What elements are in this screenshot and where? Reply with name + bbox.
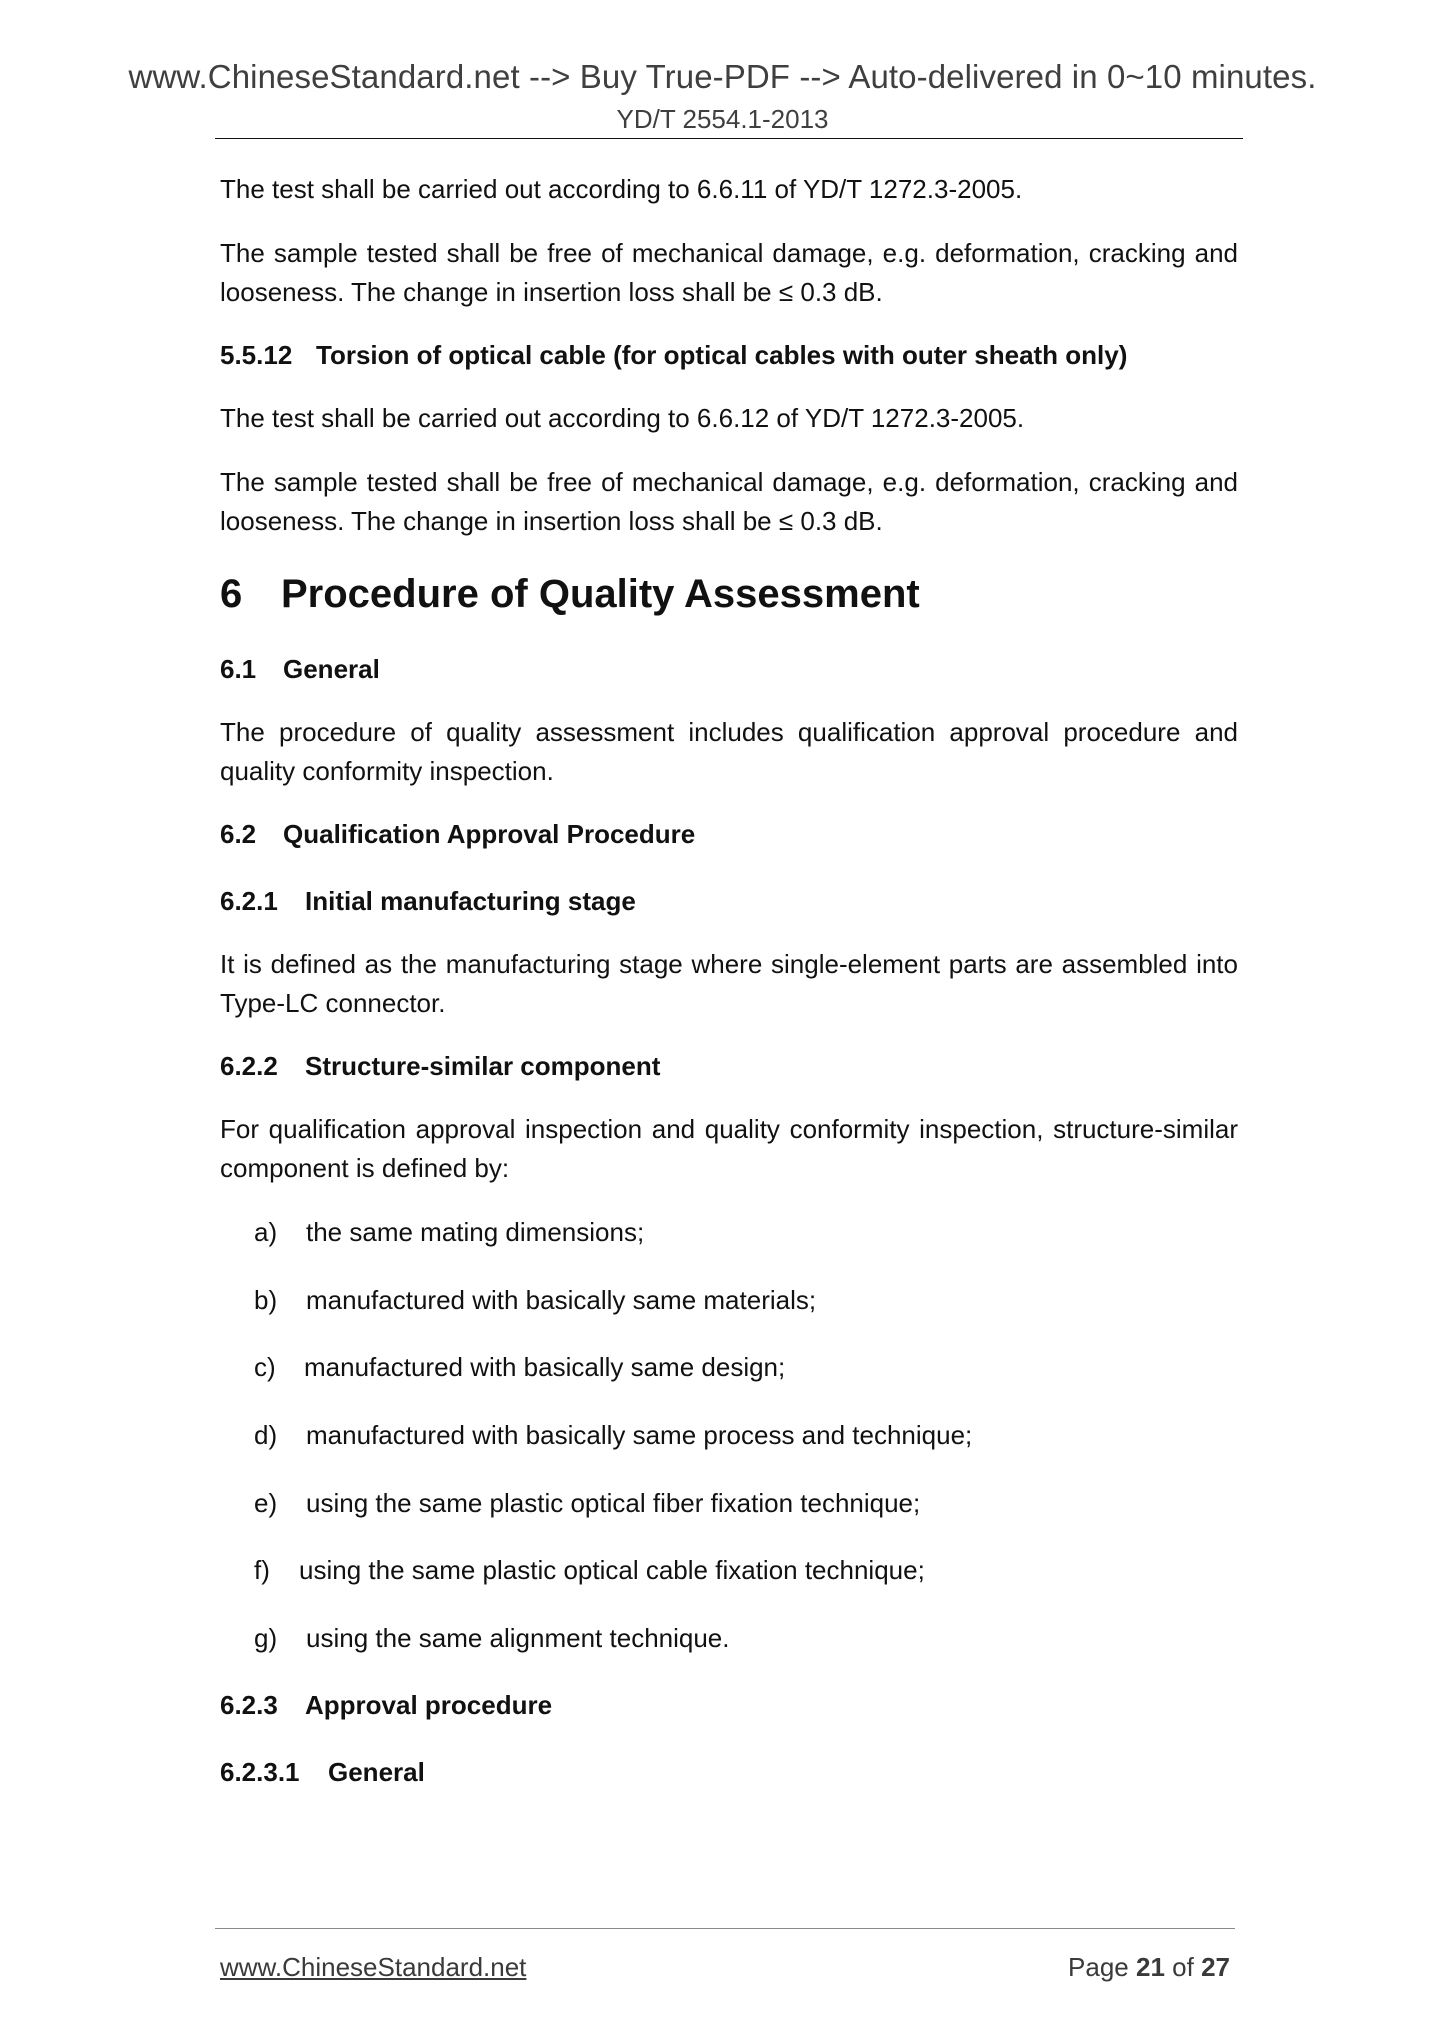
heading-6-2-3-1 xyxy=(220,1753,1238,1792)
list-text: using the same alignment technique. xyxy=(306,1623,730,1653)
heading-title: Initial manufacturing stage xyxy=(305,886,636,916)
list-marker: d) xyxy=(254,1420,278,1450)
heading-number: 6.2.3.1 xyxy=(220,1757,300,1787)
heading-number: 6.2.2 xyxy=(220,1051,278,1081)
heading-number: 6 xyxy=(220,572,243,616)
definition-list xyxy=(220,1213,1238,1658)
list-text: using the same plastic optical fiber fixation technique; xyxy=(306,1488,921,1518)
list-item xyxy=(220,1484,1238,1523)
list-marker: f) xyxy=(254,1555,270,1585)
heading-number: 6.2.3 xyxy=(220,1690,278,1720)
footer-website-link[interactable]: www.ChineseStandard.net xyxy=(220,1952,527,1982)
paragraph-damage-requirement-2: The sample tested shall be free of mechanical damage, e.g. deformation, cracking and looseness. The change in insertion loss shall be ≤ 0.3 dB. xyxy=(220,467,1238,536)
list-text: manufactured with basically same materials; xyxy=(306,1285,817,1315)
heading-6-2 xyxy=(220,815,1238,854)
heading-6-2-2 xyxy=(220,1047,1238,1086)
heading-title: General xyxy=(328,1757,425,1787)
heading-title: Qualification Approval Procedure xyxy=(283,819,696,849)
list-item xyxy=(220,1213,1238,1252)
header-divider xyxy=(215,138,1243,139)
list-text: using the same plastic optical cable fixation technique; xyxy=(299,1555,925,1585)
list-item xyxy=(220,1348,1238,1387)
paragraph-test-reference-2: The test shall be carried out according to 6.6.12 of YD/T 1272.3-2005. xyxy=(220,403,1025,433)
heading-title: Approval procedure xyxy=(305,1690,553,1720)
heading-title: Torsion of optical cable (for optical cables with outer sheath only) xyxy=(316,340,1128,370)
list-marker: g) xyxy=(254,1623,278,1653)
list-text: manufactured with basically same process and technique; xyxy=(306,1420,973,1450)
page-indicator xyxy=(1068,1952,1230,1983)
heading-6 xyxy=(220,569,1238,619)
paragraph-procedure-overview: The procedure of quality assessment includes qualification approval procedure and quality conformity inspection. xyxy=(220,717,1238,786)
list-item xyxy=(220,1551,1238,1590)
heading-number: 6.2 xyxy=(220,819,257,849)
heading-number: 6.1 xyxy=(220,654,257,684)
heading-6-2-1 xyxy=(220,882,1238,921)
heading-title: Structure-similar component xyxy=(305,1051,661,1081)
list-marker: a) xyxy=(254,1217,278,1247)
page-of: of xyxy=(1172,1952,1194,1982)
heading-number: 6.2.1 xyxy=(220,886,278,916)
list-text: manufactured with basically same design; xyxy=(304,1352,786,1382)
list-marker: e) xyxy=(254,1488,278,1518)
heading-6-1 xyxy=(220,650,1238,689)
standard-code: YD/T 2554.1-2013 xyxy=(616,104,829,134)
heading-title: General xyxy=(283,654,380,684)
heading-5-5-12 xyxy=(220,336,1238,375)
page-label: Page xyxy=(1068,1952,1129,1982)
heading-6-2-3 xyxy=(220,1686,1238,1725)
list-marker: b) xyxy=(254,1285,278,1315)
heading-number: 5.5.12 xyxy=(220,340,293,370)
document-body xyxy=(220,170,1238,1792)
list-text: the same mating dimensions; xyxy=(306,1217,645,1247)
heading-title: Procedure of Quality Assessment xyxy=(281,572,920,616)
paragraph-structure-similar-definition: For qualification approval inspection and quality conformity inspection, structure-similar component is defined by: xyxy=(220,1114,1238,1183)
list-item xyxy=(220,1619,1238,1658)
paragraph-manufacturing-stage: It is defined as the manufacturing stage where single-element parts are assembled into Type-LC connector. xyxy=(220,949,1238,1018)
page-current: 21 xyxy=(1136,1952,1165,1982)
list-marker: c) xyxy=(254,1352,276,1382)
list-item xyxy=(220,1281,1238,1320)
paragraph-damage-requirement-1: The sample tested shall be free of mechanical damage, e.g. deformation, cracking and looseness. The change in insertion loss shall be ≤ 0.3 dB. xyxy=(220,238,1238,307)
header-banner: www.ChineseStandard.net --> Buy True-PDF --> Auto-delivered in 0~10 minutes. xyxy=(128,58,1317,95)
list-item xyxy=(220,1416,1238,1455)
footer-divider xyxy=(215,1928,1235,1929)
page-total: 27 xyxy=(1201,1952,1230,1982)
paragraph-test-reference-1: The test shall be carried out according to 6.6.11 of YD/T 1272.3-2005. xyxy=(220,174,1023,204)
